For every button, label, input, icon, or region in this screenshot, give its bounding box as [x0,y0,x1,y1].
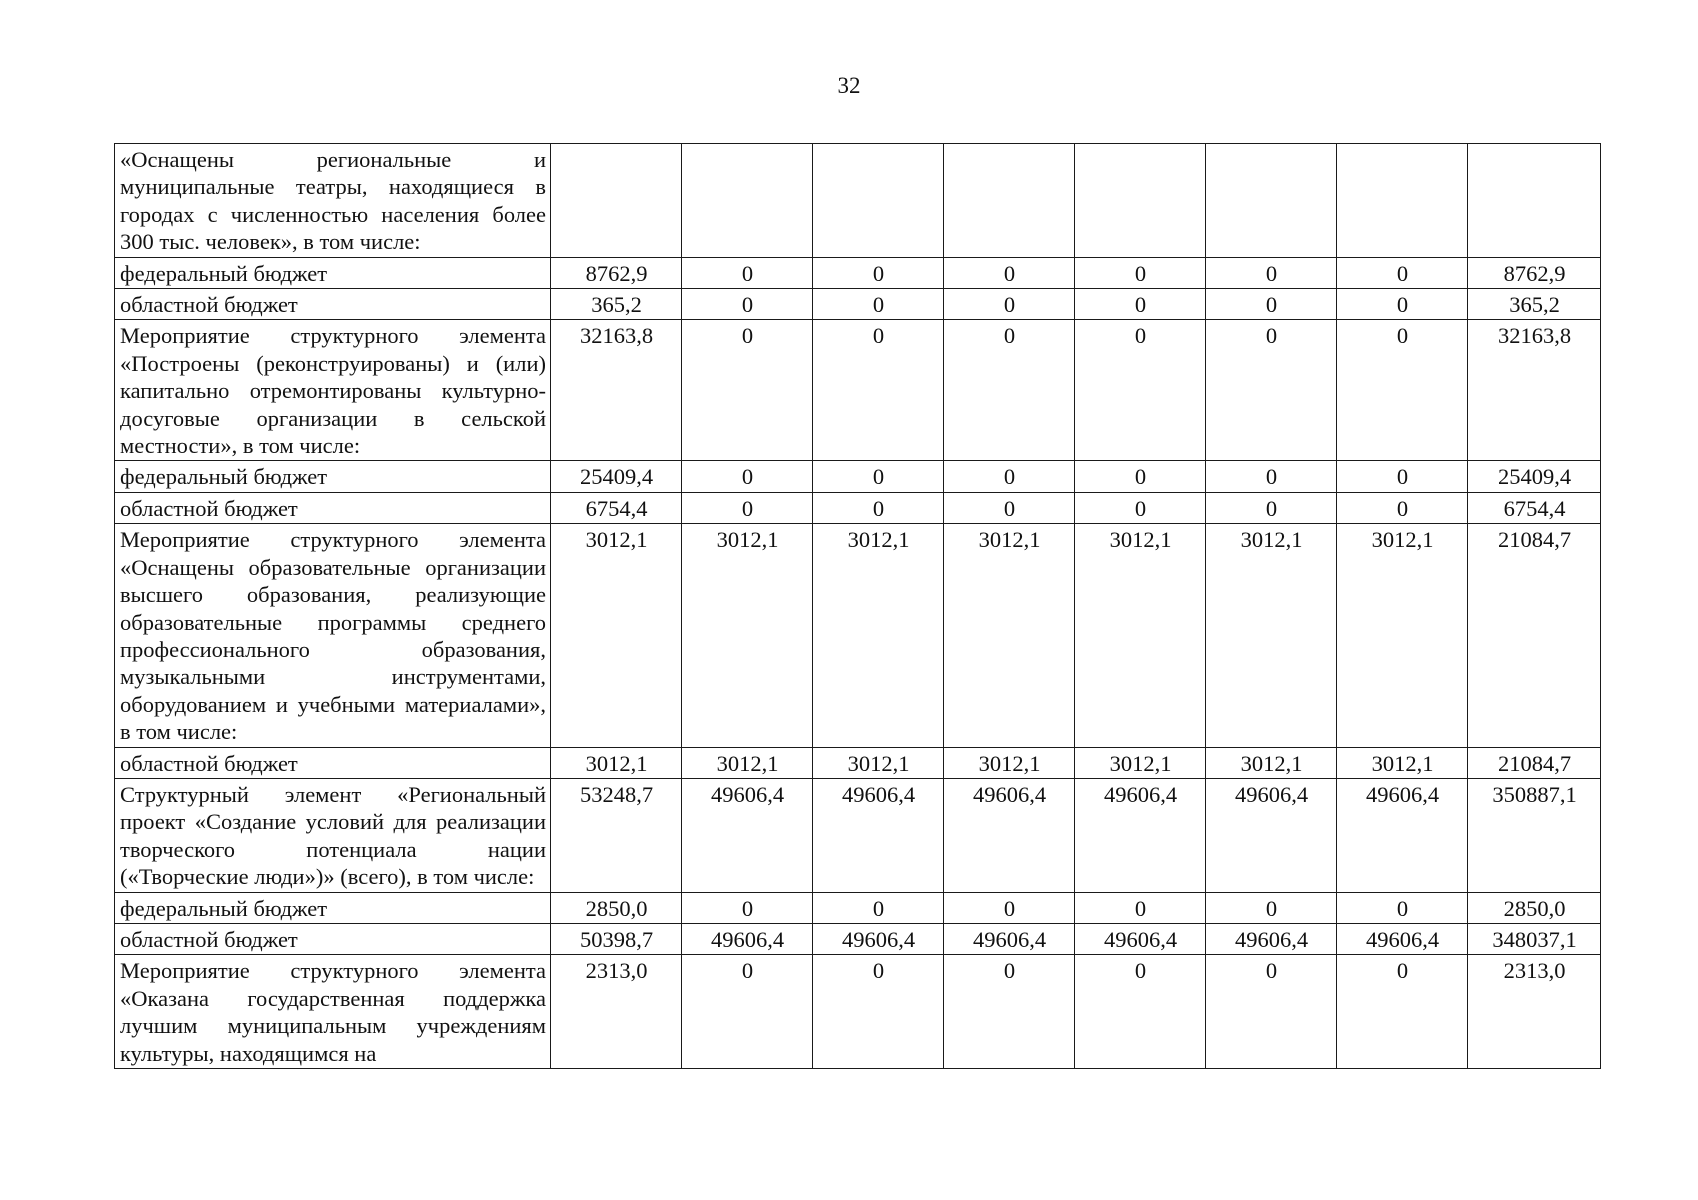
table-row [115,492,1601,523]
row-label: «Оснащены региональные и муниципальные театры, находящиеся в городах с численностью населения более 300 тыс. человек», в том числе: [115,144,551,258]
year-value-cell: 0 [813,955,944,1069]
year-value-cell: 3012,1 [944,524,1075,747]
total-cell: 21084,7 [1468,524,1601,747]
budget-table-body [115,144,1601,1069]
year-value-cell: 0 [1337,320,1468,461]
year-value-cell: 0 [813,461,944,492]
total-cell: 365,2 [1468,289,1601,320]
row-label: Мероприятие структурного элемента «Построены (реконструированы) и (или) капитально отремонтированы культурно-досуговые организации в сельской местности», в том числе: [115,320,551,461]
year-value-cell: 0 [813,289,944,320]
year-value-cell: 0 [1206,492,1337,523]
table-row [115,892,1601,923]
year-value-cell: 2313,0 [551,955,682,1069]
total-cell: 350887,1 [1468,778,1601,892]
year-value-cell: 3012,1 [1206,747,1337,778]
year-value-cell: 0 [682,461,813,492]
table-row [115,144,1601,258]
year-value-cell: 0 [1337,257,1468,288]
year-value-cell: 3012,1 [682,524,813,747]
budget-table [114,143,1601,1069]
year-value-cell: 32163,8 [551,320,682,461]
year-value-cell: 3012,1 [682,747,813,778]
year-value-cell: 53248,7 [551,778,682,892]
year-value-cell: 0 [1206,257,1337,288]
year-value-cell: 0 [944,492,1075,523]
year-value-cell: 49606,4 [944,778,1075,892]
year-value-cell: 49606,4 [1075,778,1206,892]
year-value-cell: 49606,4 [813,923,944,954]
year-value-cell: 0 [1075,955,1206,1069]
year-value-cell: 3012,1 [1337,747,1468,778]
table-row [115,778,1601,892]
year-value-cell: 50398,7 [551,923,682,954]
year-value-cell: 0 [1206,289,1337,320]
year-value-cell: 0 [813,492,944,523]
year-value-cell: 0 [1337,492,1468,523]
year-value-cell: 0 [682,955,813,1069]
year-value-cell: 3012,1 [1075,747,1206,778]
page-number: 32 [837,73,861,98]
year-value-cell: 0 [682,320,813,461]
total-cell: 21084,7 [1468,747,1601,778]
table-row [115,923,1601,954]
row-label: областной бюджет [115,923,551,954]
year-value-cell: 49606,4 [813,778,944,892]
year-value-cell: 3012,1 [813,747,944,778]
year-value-cell: 49606,4 [1337,778,1468,892]
year-value-cell: 0 [1337,955,1468,1069]
table-row [115,461,1601,492]
table-row [115,524,1601,747]
year-value-cell: 8762,9 [551,257,682,288]
year-value-cell: 6754,4 [551,492,682,523]
year-value-cell: 49606,4 [682,923,813,954]
year-value-cell [1075,144,1206,258]
year-value-cell: 0 [1075,289,1206,320]
year-value-cell [1337,144,1468,258]
year-value-cell: 25409,4 [551,461,682,492]
year-value-cell: 0 [1337,289,1468,320]
year-value-cell: 0 [682,892,813,923]
total-cell: 2850,0 [1468,892,1601,923]
year-value-cell: 0 [813,257,944,288]
row-label: областной бюджет [115,747,551,778]
total-cell: 25409,4 [1468,461,1601,492]
year-value-cell: 0 [1075,492,1206,523]
year-value-cell: 49606,4 [944,923,1075,954]
year-value-cell: 0 [1075,257,1206,288]
row-label: Мероприятие структурного элемента «Оснащены образовательные организации высшего образования, реализующие образовательные программы среднего профессионального образования, музыкальными инструментами, оборудованием и учебными материалами», в том числе: [115,524,551,747]
year-value-cell: 0 [944,892,1075,923]
year-value-cell: 2850,0 [551,892,682,923]
year-value-cell: 0 [1206,461,1337,492]
year-value-cell [813,144,944,258]
year-value-cell: 0 [682,289,813,320]
table-row [115,955,1601,1069]
year-value-cell: 3012,1 [1075,524,1206,747]
total-cell: 32163,8 [1468,320,1601,461]
row-label: областной бюджет [115,289,551,320]
year-value-cell [1206,144,1337,258]
table-row [115,257,1601,288]
total-cell [1468,144,1601,258]
year-value-cell: 0 [1206,892,1337,923]
year-value-cell [944,144,1075,258]
year-value-cell: 49606,4 [1206,778,1337,892]
total-cell: 2313,0 [1468,955,1601,1069]
year-value-cell: 3012,1 [551,524,682,747]
year-value-cell: 0 [682,492,813,523]
year-value-cell: 3012,1 [813,524,944,747]
year-value-cell: 0 [1337,892,1468,923]
total-cell: 6754,4 [1468,492,1601,523]
year-value-cell: 0 [1075,320,1206,461]
year-value-cell: 49606,4 [1206,923,1337,954]
year-value-cell: 3012,1 [551,747,682,778]
year-value-cell: 3012,1 [1206,524,1337,747]
year-value-cell [551,144,682,258]
total-cell: 348037,1 [1468,923,1601,954]
year-value-cell: 0 [813,892,944,923]
year-value-cell: 49606,4 [1337,923,1468,954]
row-label: федеральный бюджет [115,257,551,288]
row-label: Мероприятие структурного элемента «Оказана государственная поддержка лучшим муниципальным учреждениям культуры, находящимся на [115,955,551,1069]
year-value-cell: 0 [944,955,1075,1069]
year-value-cell: 0 [944,461,1075,492]
year-value-cell: 0 [1206,320,1337,461]
year-value-cell: 0 [1075,892,1206,923]
year-value-cell: 0 [944,320,1075,461]
row-label: федеральный бюджет [115,461,551,492]
year-value-cell: 0 [1075,461,1206,492]
year-value-cell [682,144,813,258]
table-row [115,747,1601,778]
year-value-cell: 0 [944,289,1075,320]
year-value-cell: 49606,4 [1075,923,1206,954]
row-label: Структурный элемент «Региональный проект «Создание условий для реализации творческого потенциала нации («Творческие люди»)» (всего), в том числе: [115,778,551,892]
year-value-cell: 49606,4 [682,778,813,892]
table-row [115,289,1601,320]
year-value-cell: 0 [944,257,1075,288]
year-value-cell: 0 [1337,461,1468,492]
year-value-cell: 0 [1206,955,1337,1069]
year-value-cell: 0 [813,320,944,461]
year-value-cell: 0 [682,257,813,288]
table-row [115,320,1601,461]
row-label: областной бюджет [115,492,551,523]
row-label: федеральный бюджет [115,892,551,923]
year-value-cell: 3012,1 [1337,524,1468,747]
total-cell: 8762,9 [1468,257,1601,288]
year-value-cell: 365,2 [551,289,682,320]
year-value-cell: 3012,1 [944,747,1075,778]
